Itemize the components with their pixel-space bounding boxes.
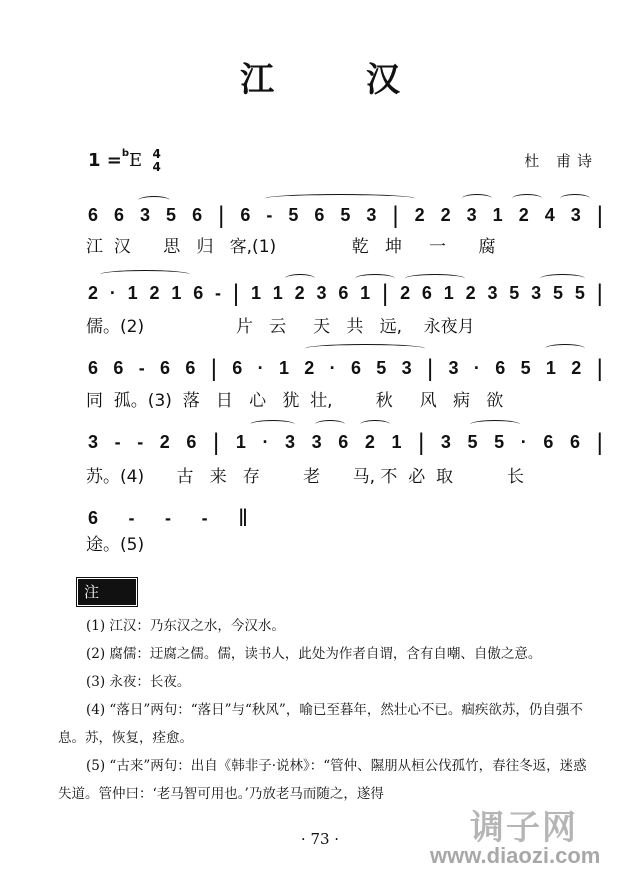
note: -	[128, 508, 135, 528]
barline: |	[382, 279, 389, 307]
note: 6	[569, 432, 580, 452]
score-line-3-notes	[88, 354, 603, 382]
score-line-2-lyrics: 儒。(2) 片 云 天 共 远, 永夜月	[86, 317, 475, 337]
note: 2	[159, 432, 170, 452]
note: -	[137, 432, 144, 452]
note: -	[201, 508, 208, 528]
note: 6	[88, 358, 99, 378]
note: 2	[149, 283, 160, 303]
note: 6	[314, 205, 325, 225]
barline: |	[596, 354, 603, 382]
note: 2	[440, 205, 451, 225]
score-line-5-lyrics: 途。(5)	[86, 535, 145, 555]
annotation-3: (3) 永夜：长夜。	[86, 674, 191, 690]
note: 5	[376, 358, 387, 378]
note: 6	[192, 205, 203, 225]
note: 6	[113, 358, 124, 378]
note: ·	[257, 358, 264, 378]
barline: |	[596, 201, 603, 229]
note: 1	[250, 283, 261, 303]
note: 2	[414, 205, 425, 225]
note: 3	[531, 283, 542, 303]
note: 6	[186, 432, 197, 452]
note: 2	[88, 283, 99, 303]
barline: |	[418, 428, 425, 456]
note: 6	[495, 358, 506, 378]
note: 3	[466, 205, 477, 225]
note: 2	[364, 432, 375, 452]
annotations-heading: 注释	[78, 579, 136, 605]
time-top: 4	[152, 147, 161, 161]
barline: |	[596, 428, 603, 456]
score-line-1-notes	[88, 201, 603, 229]
annotation-2: (2) 腐儒：迂腐之儒。儒，读书人，此处为作者自谓，含有自嘲、自傲之意。	[86, 646, 542, 662]
note: 6	[114, 205, 125, 225]
note: 3	[140, 205, 151, 225]
note: 1	[171, 283, 182, 303]
page-number: · 73 ·	[300, 830, 340, 848]
note: 3	[448, 358, 459, 378]
barline: |	[426, 354, 434, 382]
note: 6	[88, 508, 99, 528]
score-line-5-notes	[88, 504, 248, 532]
score-line-4-notes	[88, 428, 603, 456]
note: -	[266, 205, 273, 225]
barline: |	[218, 201, 225, 229]
key-tonic: E	[129, 150, 143, 171]
note: 6	[338, 283, 349, 303]
note: 5	[574, 283, 585, 303]
note: 3	[487, 283, 498, 303]
note: 3	[316, 283, 327, 303]
note: 3	[88, 432, 99, 452]
song-title: 江 汉	[240, 60, 440, 100]
author-credit: 杜 甫诗	[524, 152, 598, 170]
note: 6	[160, 358, 171, 378]
note: 2	[571, 358, 582, 378]
note: 6	[543, 432, 554, 452]
barline: |	[232, 279, 240, 307]
note: 5	[520, 358, 531, 378]
note: -	[138, 358, 145, 378]
time-signature	[152, 148, 160, 174]
key-do: 1 =	[88, 150, 122, 171]
note: 5	[509, 283, 520, 303]
note: 5	[467, 432, 478, 452]
barline: ‖	[238, 504, 248, 532]
note: 2	[518, 205, 529, 225]
note: 1	[360, 283, 371, 303]
note: 6	[88, 205, 99, 225]
note: 2	[465, 283, 476, 303]
note: 1	[492, 205, 503, 225]
note: 1	[443, 283, 454, 303]
barline: |	[596, 279, 603, 307]
note: ·	[473, 358, 480, 378]
note: 6	[350, 358, 361, 378]
note: 6	[193, 283, 204, 303]
note: 5	[340, 205, 351, 225]
note: 1	[278, 358, 289, 378]
annotation-1: (1) 江汉：乃东汉之水，今汉水。	[86, 618, 285, 634]
note: 6	[338, 432, 349, 452]
note: 1	[235, 432, 246, 452]
note: 5	[166, 205, 177, 225]
key-signature	[88, 148, 161, 174]
note: 6	[185, 358, 196, 378]
note: 2	[400, 283, 411, 303]
barline: |	[392, 201, 399, 229]
flat-sign: b	[121, 148, 130, 159]
note: 3	[440, 432, 451, 452]
score-line-4-lyrics: 苏。(4) 古 来 存 老 马, 不 必 取 长	[86, 467, 525, 487]
note: 4	[544, 205, 555, 225]
note: ·	[329, 358, 336, 378]
note: 6	[240, 205, 251, 225]
barline: |	[210, 354, 217, 382]
score-line-3-lyrics: 同 孤。(3) 落 日 心 犹 壮, 秋 风 病 欲	[86, 391, 504, 411]
score-line-2-notes	[88, 279, 603, 307]
note: 5	[552, 283, 563, 303]
note: 3	[401, 358, 412, 378]
note: 2	[294, 283, 305, 303]
note: ·	[109, 283, 116, 303]
note: 5	[494, 432, 505, 452]
note: 1	[127, 283, 138, 303]
note: ·	[520, 432, 527, 452]
watermark-name: 调子网	[470, 808, 578, 848]
note: 1	[545, 358, 556, 378]
note: 2	[304, 358, 315, 378]
note: 3	[311, 432, 322, 452]
watermark-url: www.diaozi.com	[430, 843, 601, 868]
note: -	[165, 508, 172, 528]
note: 3	[366, 205, 377, 225]
note: -	[215, 283, 222, 303]
note: 1	[272, 283, 283, 303]
note: 1	[391, 432, 402, 452]
note: 6	[421, 283, 432, 303]
note: ·	[262, 432, 269, 452]
note: 5	[288, 205, 299, 225]
note: -	[114, 432, 121, 452]
score-line-1-lyrics: 江 汉 思 归 客,(1) 乾 坤 一 腐	[86, 237, 496, 257]
time-bottom: 4	[152, 160, 161, 174]
barline: |	[213, 428, 220, 456]
annotation-4: (4) “落日”两句：“落日”与“秋风”，喻已至暮年，然壮心不已。痼疾欲苏，仍自强不息。苏，恢复，痊愈。	[58, 702, 583, 746]
note: 3	[285, 432, 296, 452]
annotations	[58, 612, 588, 808]
annotation-5: (5) “古来”两句：出自《韩非子·说林》：“管仲、隰朋从桓公伐孤竹，春往冬返，迷惑失道。管仲曰：‘老马智可用也。’乃放老马而随之，遂得	[58, 758, 587, 802]
note: 6	[232, 358, 243, 378]
note: 3	[570, 205, 581, 225]
